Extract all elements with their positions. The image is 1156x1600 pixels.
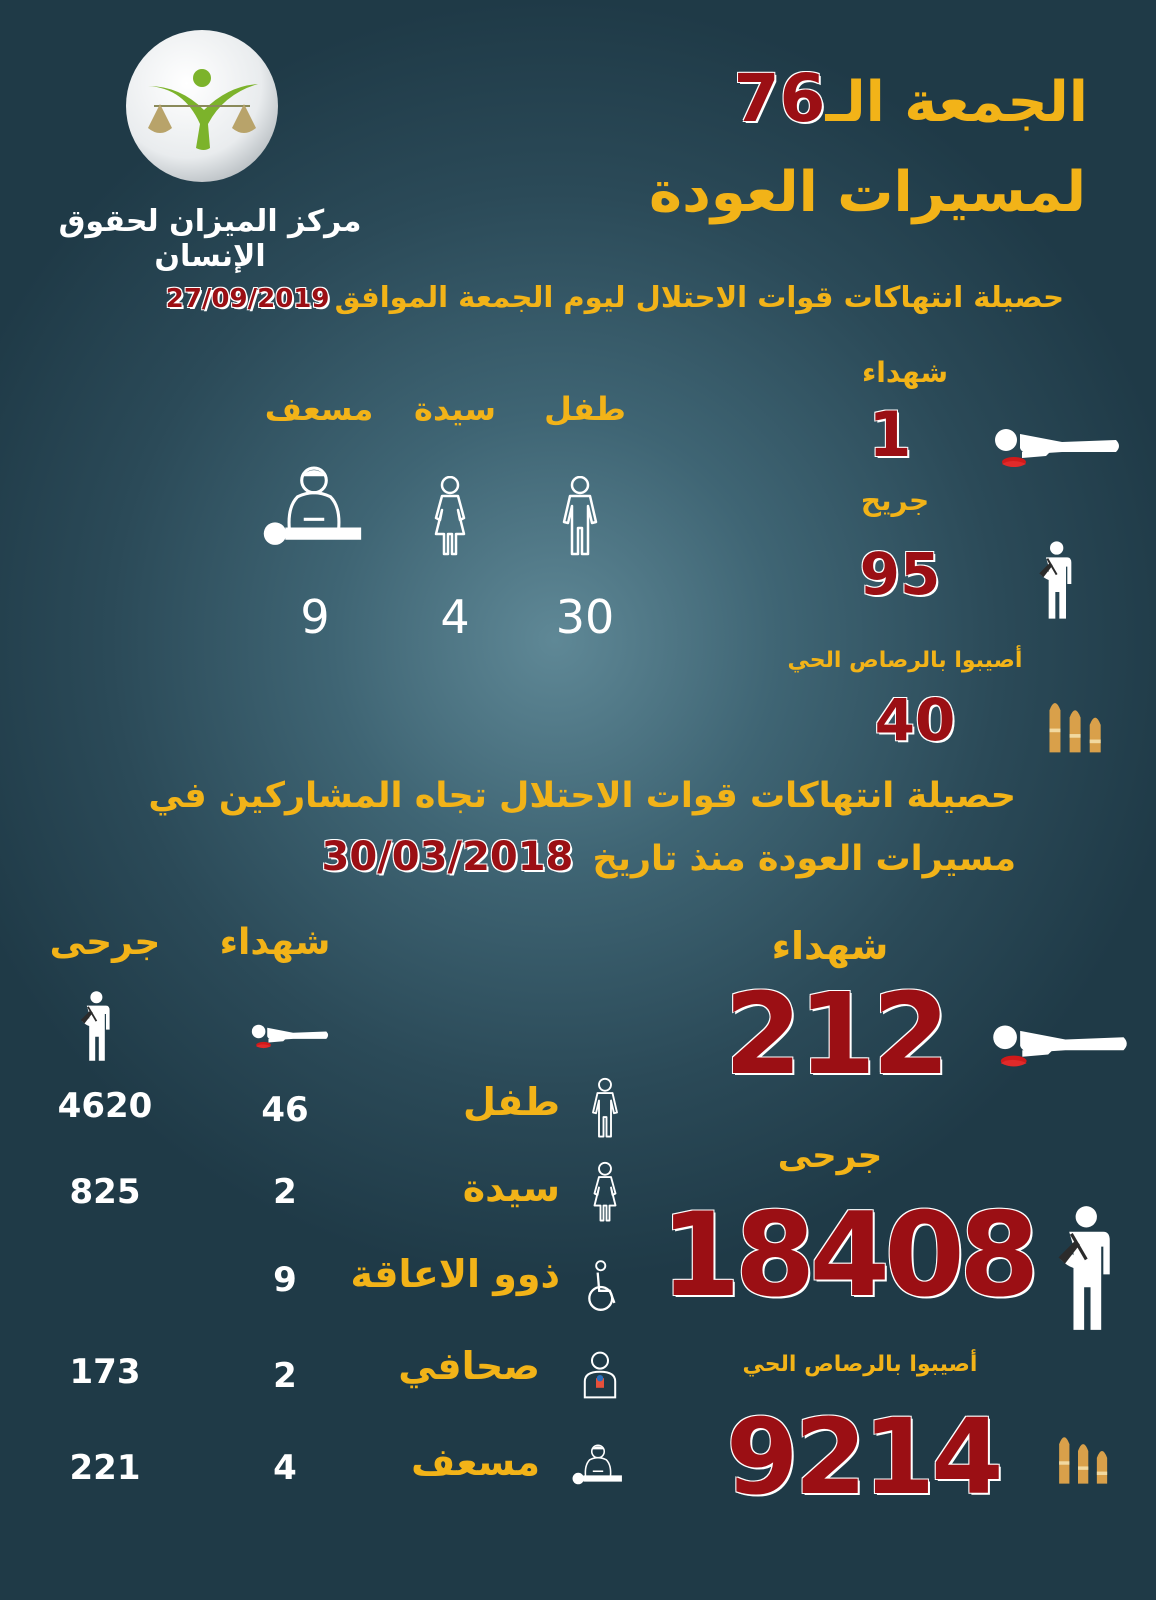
row-martyrs: 2 <box>273 1356 297 1396</box>
row-label: ذوو الاعاقة <box>350 1252 560 1296</box>
row-martyrs: 9 <box>273 1260 297 1300</box>
row-injured: 173 <box>69 1352 141 1392</box>
martyr-icon <box>992 424 1122 474</box>
table-martyr-icon <box>250 1020 330 1054</box>
row-label: سيدة <box>462 1166 560 1210</box>
total-martyr-icon <box>990 1018 1130 1076</box>
title-prefix: الجمعة الـ <box>825 70 1088 135</box>
logo <box>124 28 280 184</box>
total-heading-line2 <box>76 834 1016 880</box>
friday-woman-value: 4 <box>440 590 470 644</box>
row-label: مسعف <box>411 1440 540 1484</box>
friday-injured-value: 95 <box>859 540 941 608</box>
org-name: مركز الميزان لحقوق الإنسان <box>58 204 362 274</box>
total-bullets-icon <box>1054 1424 1114 1490</box>
total-heading-line1: حصيلة انتهاكات قوات الاحتلال تجاه المشاركين في <box>148 776 1016 816</box>
total-livefire-value: 9214 <box>726 1396 1000 1518</box>
row-label: صحافي <box>398 1344 540 1388</box>
row-martyrs: 4 <box>273 1448 297 1488</box>
friday-heading-text: حصيلة انتهاكات قوات الاحتلال ليوم الجمعة الموافق <box>334 280 1064 314</box>
row-martyrs: 2 <box>273 1172 297 1212</box>
child-icon <box>590 1076 620 1140</box>
friday-child-value: 30 <box>555 590 615 644</box>
friday-livefire-value: 40 <box>874 686 956 754</box>
table-header-injured: جرحى <box>49 922 161 963</box>
paramedic-icon <box>262 466 366 548</box>
page-title <box>568 60 1088 137</box>
paramedic-icon <box>572 1444 624 1486</box>
row-injured: 221 <box>69 1448 141 1488</box>
total-injured-value: 18408 <box>660 1188 1034 1323</box>
total-livefire-label: أصيبوا بالرصاص الحي <box>742 1352 978 1377</box>
total-injured-icon <box>1050 1204 1114 1332</box>
total-injured-label: جرحى <box>777 1136 883 1176</box>
woman-icon <box>430 476 470 556</box>
total-martyrs-label: شهداء <box>771 924 889 968</box>
friday-date: 27/09/2019 <box>165 284 330 314</box>
total-heading-text: مسيرات العودة منذ تاريخ <box>592 839 1016 879</box>
child-icon <box>560 476 600 556</box>
row-injured: 4620 <box>57 1086 153 1126</box>
table-injured-icon <box>76 990 112 1062</box>
wheelchair-icon <box>584 1256 622 1318</box>
woman-icon <box>590 1160 620 1224</box>
page-subtitle: لمسيرات العودة <box>649 160 1086 225</box>
row-martyrs: 46 <box>261 1090 309 1130</box>
friday-martyrs-label: شهداء <box>861 356 949 389</box>
title-number: 76 <box>733 60 826 137</box>
friday-child-label: طفل <box>544 390 626 428</box>
friday-paramedic-label: مسعف <box>264 390 374 428</box>
injured-icon <box>1034 540 1074 620</box>
friday-martyrs-value: 1 <box>868 398 912 471</box>
bullets-icon <box>1044 692 1108 756</box>
friday-livefire-label: أصيبوا بالرصاص الحي <box>787 648 1023 673</box>
friday-paramedic-value: 9 <box>300 590 330 644</box>
friday-injured-label: جريح <box>860 484 930 517</box>
friday-heading <box>34 280 1064 314</box>
row-injured: 825 <box>69 1172 141 1212</box>
row-label: طفل <box>462 1080 560 1124</box>
total-date: 30/03/2018 <box>321 834 574 880</box>
total-martyrs-value: 212 <box>724 970 946 1100</box>
table-header-martyrs: شهداء <box>219 922 331 963</box>
friday-woman-label: سيدة <box>414 390 496 428</box>
journalist-icon <box>580 1350 620 1400</box>
